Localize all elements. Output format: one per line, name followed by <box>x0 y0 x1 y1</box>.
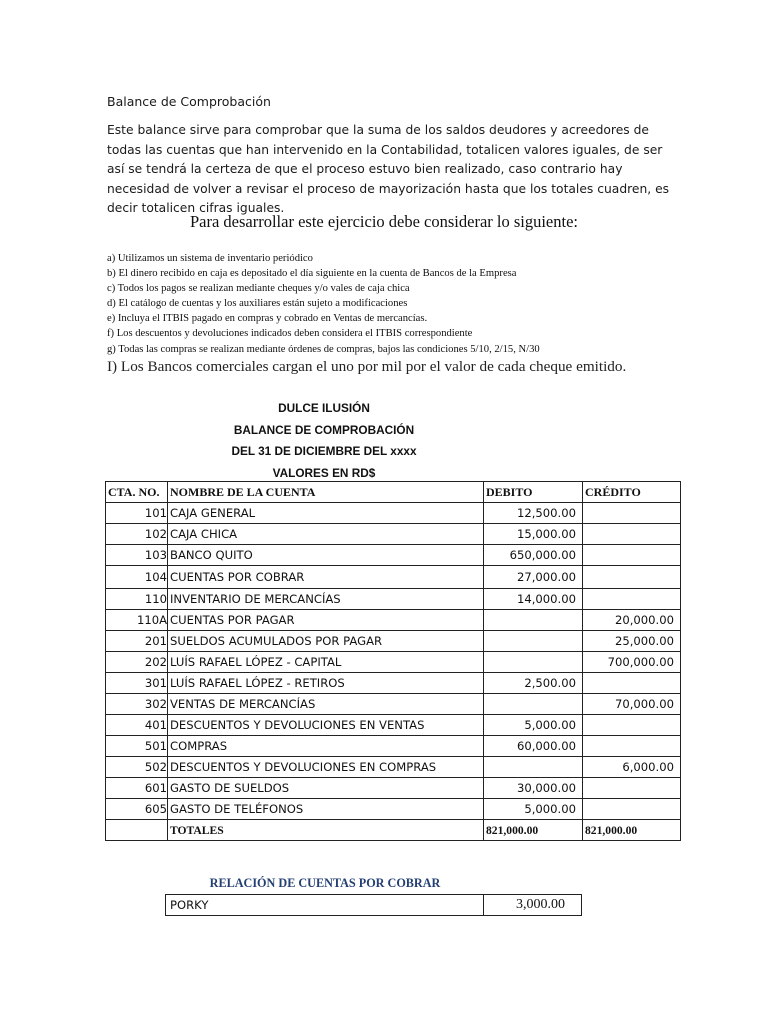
account-code: 201 <box>106 631 168 652</box>
credit-amount: 70,000.00 <box>583 694 681 715</box>
account-code: 102 <box>106 524 168 545</box>
condition-item: a) Utilizamos un sistema de inventario periódico <box>107 253 313 264</box>
account-code: 110 <box>106 589 168 610</box>
balance-title: BALANCE DE COMPROBACIÓN <box>233 422 415 437</box>
balance-date: DEL 31 DE DICIEMBRE DEL xxxx <box>231 444 417 458</box>
header-credit: CRÉDITO <box>583 482 681 503</box>
condition-item: c) Todos los pagos se realizan mediante cheques y/o vales de caja chica <box>107 283 410 295</box>
debit-amount: 27,000.00 <box>484 566 583 589</box>
debit-amount: 60,000.00 <box>484 736 583 757</box>
account-code: 502 <box>106 757 168 778</box>
exercise-subheading: Para desarrollar este ejercicio debe considerar lo siguiente: <box>189 212 579 231</box>
account-name: VENTAS DE MERCANCÍAS <box>168 694 484 715</box>
credit-amount <box>583 778 681 799</box>
debit-amount <box>484 652 583 673</box>
table-row <box>106 736 681 757</box>
account-name: INVENTARIO DE MERCANCÍAS <box>168 589 484 610</box>
debit-amount <box>484 610 583 631</box>
receivables-table <box>165 894 582 916</box>
credit-amount: 25,000.00 <box>583 631 681 652</box>
credit-amount: 20,000.00 <box>583 610 681 631</box>
credit-amount <box>583 673 681 694</box>
table-row <box>106 545 681 566</box>
account-name: BANCO QUITO <box>168 545 484 566</box>
account-name: DESCUENTOS Y DEVOLUCIONES EN COMPRAS <box>168 757 484 778</box>
account-name: DESCUENTOS Y DEVOLUCIONES EN VENTAS <box>168 715 484 736</box>
account-name: CUENTAS POR PAGAR <box>168 610 484 631</box>
condition-item: d) El catálogo de cuentas y los auxiliares están sujeto a modificaciones <box>107 298 408 310</box>
account-code: 103 <box>106 545 168 566</box>
debit-amount: 5,000.00 <box>484 715 583 736</box>
credit-amount: 700,000.00 <box>583 652 681 673</box>
table-row <box>106 652 681 673</box>
credit-amount <box>583 545 681 566</box>
receivables-body <box>166 895 582 916</box>
debit-amount: 2,500.00 <box>484 673 583 694</box>
account-code: 601 <box>106 778 168 799</box>
table-row <box>106 503 681 524</box>
account-code: 101 <box>106 503 168 524</box>
debit-amount: 15,000.00 <box>484 524 583 545</box>
account-code: 302 <box>106 694 168 715</box>
table-body <box>106 503 681 820</box>
debit-amount <box>484 757 583 778</box>
condition-item: f) Los descuentos y devoluciones indicados deben considera el ITBIS correspondiente <box>107 328 473 340</box>
table-header-row <box>106 482 681 503</box>
account-code: 301 <box>106 673 168 694</box>
header-name: NOMBRE DE LA CUENTA <box>168 482 484 503</box>
account-name: LUÍS RAFAEL LÓPEZ - CAPITAL <box>168 652 484 673</box>
account-name: CAJA GENERAL <box>168 503 484 524</box>
receivables-title: RELACIÓN DE CUENTAS POR COBRAR <box>209 876 441 890</box>
header-debit: DEBITO <box>484 482 583 503</box>
debit-amount: 30,000.00 <box>484 778 583 799</box>
company-name: DULCE ILUSIÓN <box>278 401 370 415</box>
table-row <box>106 610 681 631</box>
account-code: 104 <box>106 566 168 589</box>
table-row <box>106 715 681 736</box>
table-row <box>106 799 681 820</box>
credit-amount <box>583 799 681 820</box>
table-row <box>106 757 681 778</box>
account-name: GASTO DE SUELDOS <box>168 778 484 799</box>
condition-item: b) El dinero recibido en caja es depositado el día siguiente en la cuenta de Bancos de la Empresa <box>107 268 517 280</box>
receivable-row <box>166 895 582 916</box>
account-name: CUENTAS POR COBRAR <box>168 566 484 589</box>
totals-code-cell <box>106 820 168 841</box>
receivable-name: PORKY <box>166 895 484 916</box>
debit-amount: 14,000.00 <box>484 589 583 610</box>
table-row <box>106 631 681 652</box>
credit-amount <box>583 524 681 545</box>
table-row <box>106 524 681 545</box>
table-row <box>106 589 681 610</box>
conditions-list <box>107 251 707 357</box>
account-name: CAJA CHICA <box>168 524 484 545</box>
account-name: SUELDOS ACUMULADOS POR PAGAR <box>168 631 484 652</box>
receivable-amount: 3,000.00 <box>484 895 582 916</box>
condition-item: e) Incluya el ITBIS pagado en compras y cobrado en Ventas de mercancías. <box>107 313 428 325</box>
account-name: COMPRAS <box>168 736 484 757</box>
debit-amount <box>484 694 583 715</box>
account-code: 401 <box>106 715 168 736</box>
table-row <box>106 778 681 799</box>
table-row <box>106 694 681 715</box>
header-code: CTA. NO. <box>106 482 168 503</box>
account-code: 202 <box>106 652 168 673</box>
table-row <box>106 566 681 589</box>
credit-amount <box>583 566 681 589</box>
account-name: LUÍS RAFAEL LÓPEZ - RETIROS <box>168 673 484 694</box>
credit-amount: 6,000.00 <box>583 757 681 778</box>
totals-debit: 821,000.00 <box>484 820 583 841</box>
credit-amount <box>583 736 681 757</box>
totals-row <box>106 820 681 841</box>
account-name: GASTO DE TELÉFONOS <box>168 799 484 820</box>
table-row <box>106 673 681 694</box>
trial-balance-table <box>105 481 681 841</box>
debit-amount: 650,000.00 <box>484 545 583 566</box>
totals-label: TOTALES <box>168 820 484 841</box>
account-code: 501 <box>106 736 168 757</box>
credit-amount <box>583 503 681 524</box>
bank-note: I) Los Bancos comerciales cargan el uno por mil por el valor de cada cheque emitido. <box>107 358 627 375</box>
credit-amount <box>583 715 681 736</box>
debit-amount: 12,500.00 <box>484 503 583 524</box>
credit-amount <box>583 589 681 610</box>
account-code: 110A <box>106 610 168 631</box>
condition-item: g) Todas las compras se realizan mediante órdenes de compras, bajos las condiciones 5/10, 2/15, N/30 <box>107 343 540 355</box>
balance-title-block <box>100 398 548 484</box>
document-heading: Balance de Comprobación <box>107 94 271 109</box>
debit-amount <box>484 631 583 652</box>
account-code: 605 <box>106 799 168 820</box>
totals-credit: 821,000.00 <box>583 820 681 841</box>
balance-currency: VALORES EN RD$ <box>272 465 376 480</box>
debit-amount: 5,000.00 <box>484 799 583 820</box>
intro-paragraph: Este balance sirve para comprobar que la suma de los saldos deudores y acreedores de todas las cuentas que han intervenido en la Contabilidad, totalicen valores iguales, de ser así se tendrá la certeza de que el proceso estuvo bien realizado, caso contrario hay necesidad de volver a revisar el proceso de mayorización hasta que los totales cuadren, es decir totalicen cifras iguales. <box>107 123 670 215</box>
